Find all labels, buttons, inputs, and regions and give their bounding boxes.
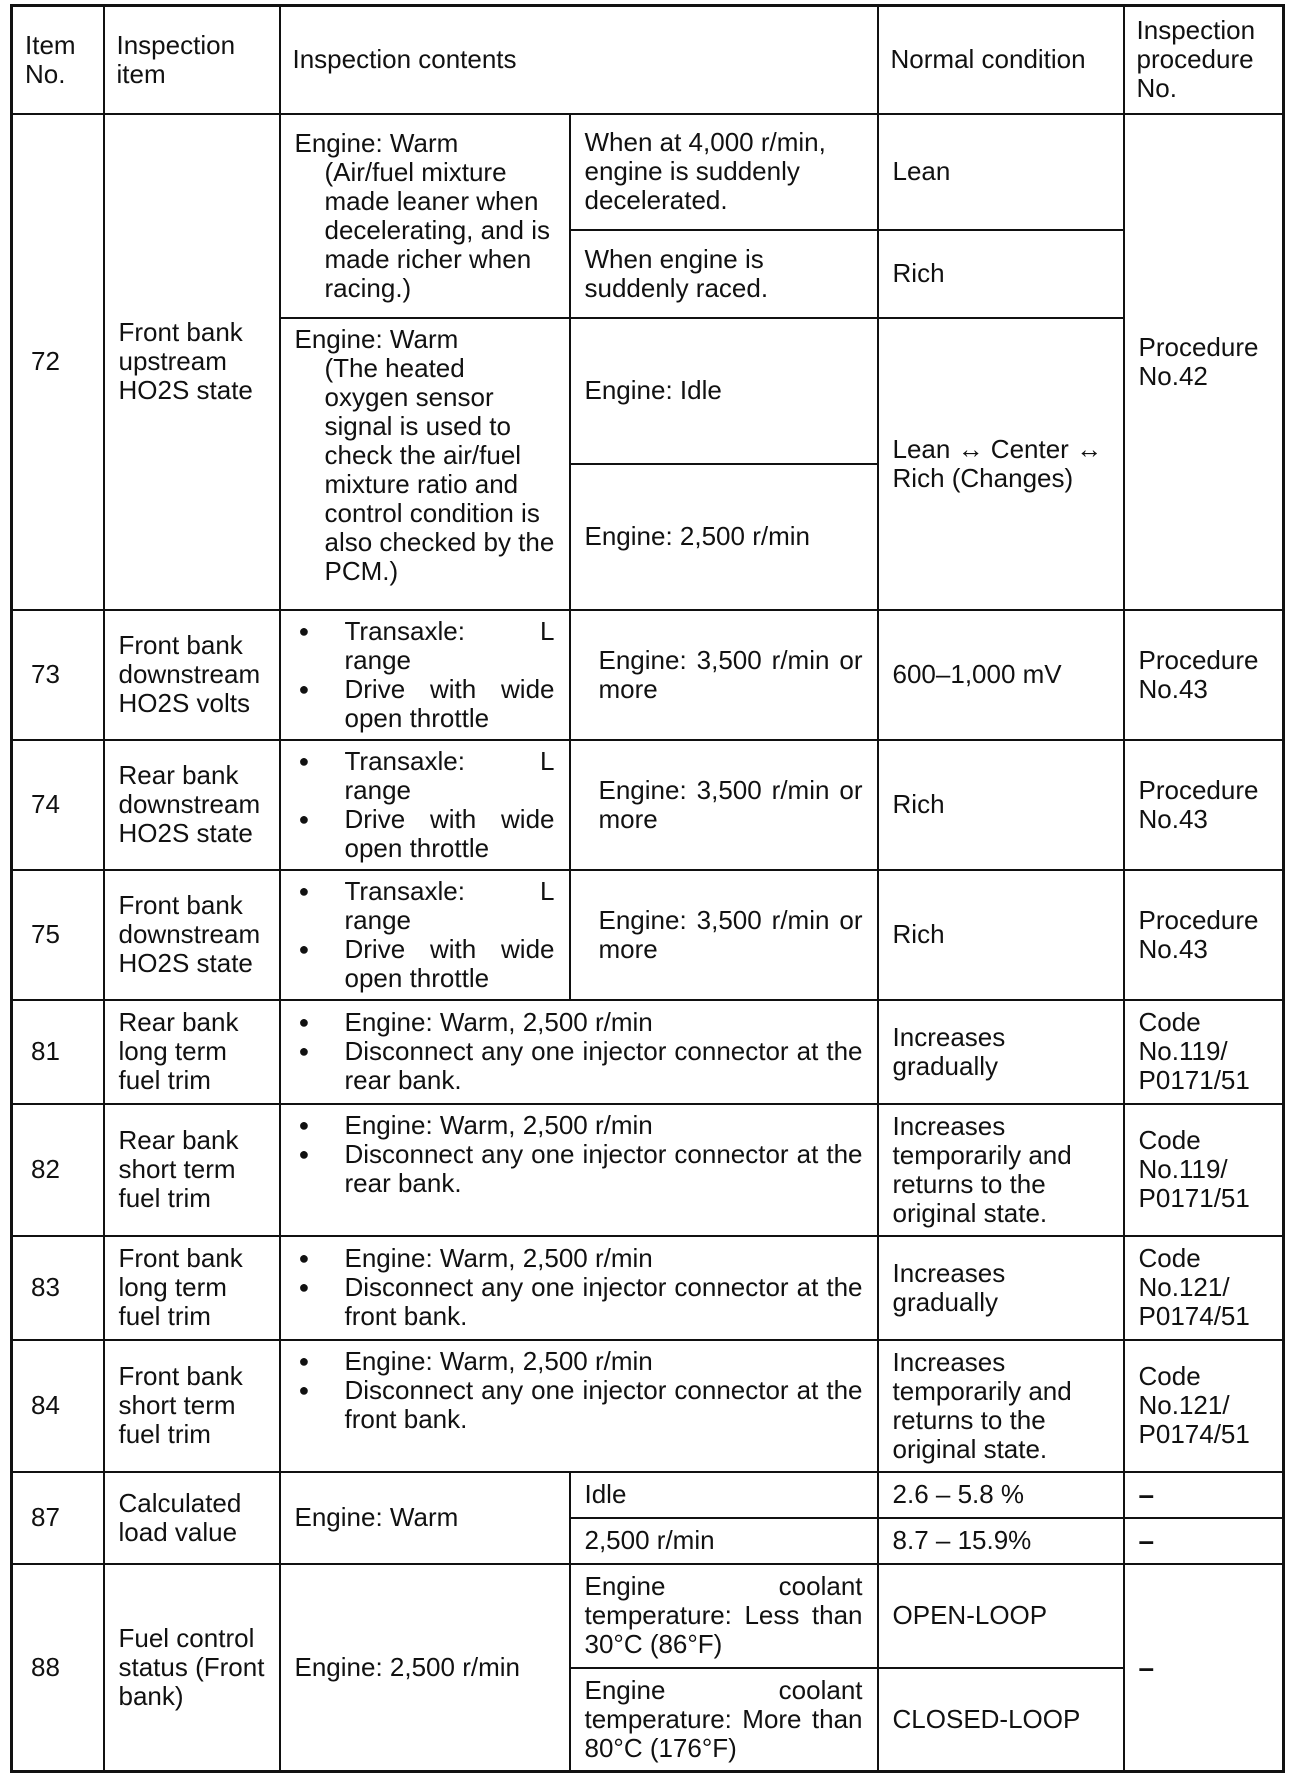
contents-83-bullet-1: ● Engine: Warm, 2,500 r/min: [295, 1244, 863, 1273]
contents-72-warm2: [280, 318, 570, 610]
item-72: Front bank upstream HO2S state: [104, 114, 280, 610]
normal-87-2500: 8.7 – 15.9%: [878, 1518, 1124, 1564]
contents-83: [280, 1236, 878, 1340]
header-item-no: Item No.: [12, 6, 104, 114]
proc-81: Code No.119/ P0171/51: [1124, 1000, 1284, 1104]
cond-72-raced: When engine is suddenly raced.: [570, 230, 878, 318]
contents-73-bullet-1: ● Transaxle: L range: [295, 617, 555, 675]
row-72a: [12, 114, 1284, 230]
normal-87-idle: 2.6 – 5.8 %: [878, 1472, 1124, 1518]
inspection-table: [10, 4, 1285, 1773]
normal-72-decel: Lean: [878, 114, 1124, 230]
header-procedure-no: Inspection procedure No.: [1124, 6, 1284, 114]
item-no-73: 73: [12, 610, 104, 740]
normal-74: Rich: [878, 740, 1124, 870]
row-83: [12, 1236, 1284, 1340]
contents-82-bullet-2: ● Disconnect any one injector connector at the rear bank.: [295, 1140, 863, 1198]
row-73: [12, 610, 1284, 740]
item-no-72: 72: [12, 114, 104, 610]
item-no-88: 88: [12, 1564, 104, 1772]
contents-84: [280, 1340, 878, 1472]
cond-74: Engine: 3,500 r/min or more: [570, 740, 878, 870]
contents-81-bullet-2: ● Disconnect any one injector connector at the rear bank.: [295, 1037, 863, 1095]
inspection-sheet: [10, 4, 1282, 1773]
contents-87: Engine: Warm: [280, 1472, 570, 1564]
contents-74: [280, 740, 570, 870]
row-82: [12, 1104, 1284, 1236]
proc-75: Procedure No.43: [1124, 870, 1284, 1000]
row-74: [12, 740, 1284, 870]
contents-75: [280, 870, 570, 1000]
contents-82-bullet-1: ● Engine: Warm, 2,500 r/min: [295, 1111, 863, 1140]
normal-84: Increases temporarily and returns to the original state.: [878, 1340, 1124, 1472]
contents-82: [280, 1104, 878, 1236]
cond-87-2500: 2,500 r/min: [570, 1518, 878, 1564]
contents-84-list: [295, 1347, 863, 1434]
proc-73: Procedure No.43: [1124, 610, 1284, 740]
proc-88: –: [1124, 1564, 1284, 1772]
cond-88-less: Engine coolant temperature: Less than 30°C (86°F): [570, 1564, 878, 1668]
contents-74-bullet-1: ● Transaxle: L range: [295, 747, 555, 805]
normal-72-changes: Lean ↔ Center ↔ Rich (Changes): [878, 318, 1124, 610]
normal-88-more: CLOSED-LOOP: [878, 1668, 1124, 1772]
item-87: Calculated load value: [104, 1472, 280, 1564]
contents-73: [280, 610, 570, 740]
item-83: Front bank long term fuel trim: [104, 1236, 280, 1340]
normal-72-raced: Rich: [878, 230, 1124, 318]
proc-87-2500: –: [1124, 1518, 1284, 1564]
contents-81-bullet-1: ● Engine: Warm, 2,500 r/min: [295, 1008, 863, 1037]
proc-72: Procedure No.42: [1124, 114, 1284, 610]
contents-73-list: [295, 617, 555, 733]
row-84: [12, 1340, 1284, 1472]
header-inspection-contents: Inspection contents: [280, 6, 878, 114]
item-no-75: 75: [12, 870, 104, 1000]
item-no-74: 74: [12, 740, 104, 870]
contents-84-bullet-1: ● Engine: Warm, 2,500 r/min: [295, 1347, 863, 1376]
cond-75: Engine: 3,500 r/min or more: [570, 870, 878, 1000]
contents-84-bullet-2: ● Disconnect any one injector connector at the front bank.: [295, 1376, 863, 1434]
row-88a: [12, 1564, 1284, 1668]
normal-82: Increases temporarily and returns to the original state.: [878, 1104, 1124, 1236]
proc-84: Code No.121/ P0174/51: [1124, 1340, 1284, 1472]
contents-83-list: [295, 1244, 863, 1331]
cond-72-2500: Engine: 2,500 r/min: [570, 464, 878, 610]
proc-87-idle: –: [1124, 1472, 1284, 1518]
cond-72-idle: Engine: Idle: [570, 318, 878, 464]
normal-75: Rich: [878, 870, 1124, 1000]
cond-72-decel: When at 4,000 r/min, engine is suddenly decelerated.: [570, 114, 878, 230]
item-73: Front bank downstream HO2S volts: [104, 610, 280, 740]
contents-83-bullet-2: ● Disconnect any one injector connector at the front bank.: [295, 1273, 863, 1331]
proc-82: Code No.119/ P0171/51: [1124, 1104, 1284, 1236]
cond-73: Engine: 3,500 r/min or more: [570, 610, 878, 740]
contents-75-bullet-2: ● Drive with wide open throttle: [295, 935, 555, 993]
item-81: Rear bank long term fuel trim: [104, 1000, 280, 1104]
normal-81: Increases gradually: [878, 1000, 1124, 1104]
item-no-82: 82: [12, 1104, 104, 1236]
proc-83: Code No.121/ P0174/51: [1124, 1236, 1284, 1340]
item-no-81: 81: [12, 1000, 104, 1104]
contents-72-warm1: [280, 114, 570, 318]
contents-82-list: [295, 1111, 863, 1198]
cond-88-more: Engine coolant temperature: More than 80°C (176°F): [570, 1668, 878, 1772]
contents-73-bullet-2: ● Drive with wide open throttle: [295, 675, 555, 733]
contents-75-list: [295, 877, 555, 993]
item-no-84: 84: [12, 1340, 104, 1472]
contents-72-warm1-title: Engine: Warm: [294, 127, 459, 158]
contents-81: [280, 1000, 878, 1104]
contents-75-bullet-1: ● Transaxle: L range: [295, 877, 555, 935]
proc-74: Procedure No.43: [1124, 740, 1284, 870]
item-88: Fuel control status (Front bank): [104, 1564, 280, 1772]
row-87a: [12, 1472, 1284, 1518]
normal-83: Increases gradually: [878, 1236, 1124, 1340]
item-no-87: 87: [12, 1472, 104, 1564]
contents-74-bullet-2: ● Drive with wide open throttle: [295, 805, 555, 863]
row-75: [12, 870, 1284, 1000]
contents-72-warm2-title: Engine: Warm: [294, 323, 459, 354]
contents-81-list: [295, 1008, 863, 1095]
row-81: [12, 1000, 1284, 1104]
item-74: Rear bank downstream HO2S state: [104, 740, 280, 870]
contents-88: Engine: 2,500 r/min: [280, 1564, 570, 1772]
header-inspection-item: Inspection item: [104, 6, 280, 114]
item-82: Rear bank short term fuel trim: [104, 1104, 280, 1236]
item-75: Front bank downstream HO2S state: [104, 870, 280, 1000]
header-normal-condition: Normal condition: [878, 6, 1124, 114]
contents-74-list: [295, 747, 555, 863]
cond-87-idle: Idle: [570, 1472, 878, 1518]
item-no-83: 83: [12, 1236, 104, 1340]
normal-88-less: OPEN-LOOP: [878, 1564, 1124, 1668]
normal-73: 600–1,000 mV: [878, 610, 1124, 740]
item-84: Front bank short term fuel trim: [104, 1340, 280, 1472]
contents-72-warm2-note: (The heated oxygen sensor signal is used to check the air/fuel mixture ratio and control condition is also checked by the PCM.): [324, 352, 555, 586]
contents-72-warm1-note: (Air/fuel mixture made leaner when decelerating, and is made richer when racing.): [324, 156, 550, 303]
header-row: [12, 6, 1284, 114]
